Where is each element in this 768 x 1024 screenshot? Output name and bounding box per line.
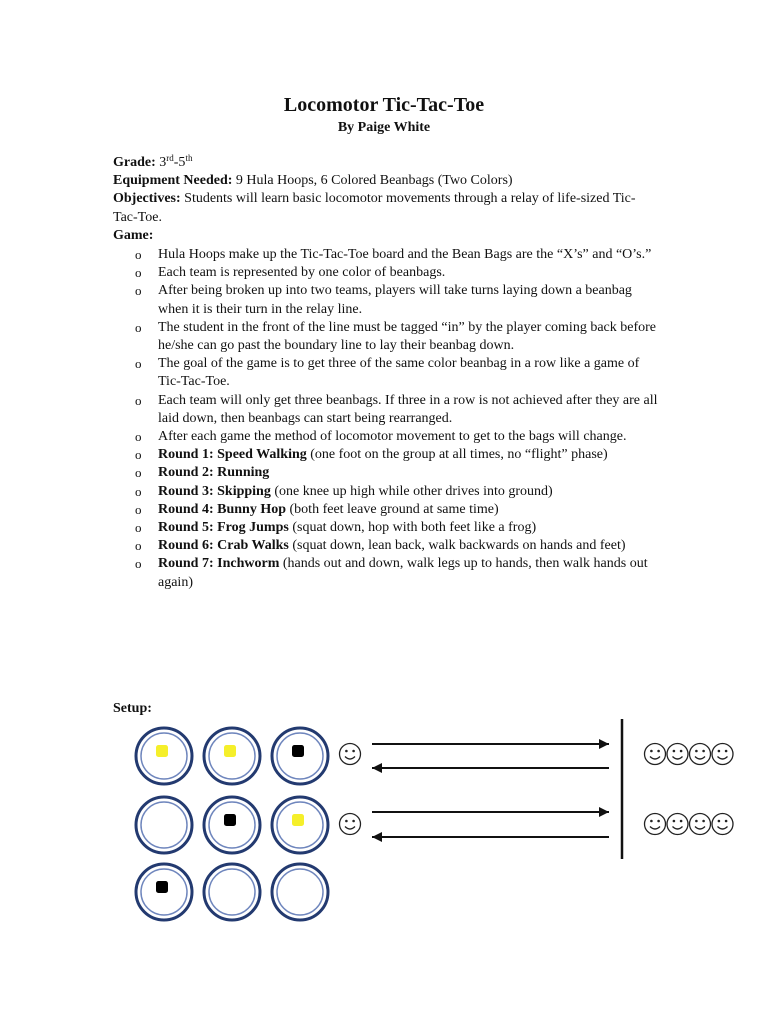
smiley-eye xyxy=(725,750,728,753)
smiley-eye xyxy=(345,750,348,753)
smiley-eye xyxy=(725,820,728,823)
smiley-icon xyxy=(645,744,666,765)
equipment-label: Equipment Needed: xyxy=(113,173,233,189)
arrow-icon xyxy=(372,739,609,749)
list-item-text: (one knee up high while other drives into ground) xyxy=(270,483,553,499)
list-item-text: The goal of the game is to get three of the same color beanbag in a row like a game of Tic-Tac-Toe. xyxy=(158,356,640,390)
smiley-face xyxy=(690,814,711,835)
smiley-eye xyxy=(673,820,676,823)
smiley-face xyxy=(690,744,711,765)
bullet-mark: o xyxy=(135,520,142,536)
list-item-bold: Round 6: Crab Walks xyxy=(158,538,289,554)
hoop-inner-ring xyxy=(141,802,187,848)
list-item-text: Each team is represented by one color of beanbags. xyxy=(158,265,446,281)
bullet-mark: o xyxy=(135,429,142,445)
bullet-mark: o xyxy=(135,283,142,299)
beanbag-yellow xyxy=(224,745,236,757)
arrow-icon xyxy=(372,807,609,817)
grade-end-sup: th xyxy=(185,153,193,163)
arrow-head xyxy=(372,763,382,773)
document-author: By Paige White xyxy=(337,120,431,135)
bullet-mark: o xyxy=(135,465,142,481)
grade-label: Grade: xyxy=(113,155,156,170)
arrow-head xyxy=(599,739,609,749)
beanbag-yellow xyxy=(292,814,304,826)
list-item-text: Hula Hoops make up the Tic-Tac-Toe board and the Bean Bags are the “X’s” and “O’s.” xyxy=(158,247,652,262)
smiley-face xyxy=(645,744,666,765)
smiley-face xyxy=(667,744,688,765)
list-item-text: (squat down, hop with both feet like a frog) xyxy=(288,520,537,536)
bullet-mark: o xyxy=(135,538,142,554)
smiley-icon xyxy=(690,814,711,835)
smiley-face xyxy=(712,814,733,835)
hula-hoop xyxy=(272,797,328,853)
bullet-mark: o xyxy=(135,247,142,262)
smiley-eye xyxy=(352,820,355,823)
smiley-face xyxy=(645,814,666,835)
arrow-icon xyxy=(372,832,609,842)
list-item-bold: Round 2: Running xyxy=(158,465,270,481)
smiley-eye xyxy=(718,820,721,823)
smiley-face xyxy=(667,814,688,835)
smiley-face xyxy=(712,744,733,765)
smiley-eye xyxy=(673,750,676,753)
bullet-mark: o xyxy=(135,501,142,517)
setup-label: Setup: xyxy=(113,701,152,716)
smiley-eye xyxy=(650,820,653,823)
list-item-text: The student in the front of the line must be tagged “in” by the player coming back before he/she can go past the boundary line to lay their beanbag down. xyxy=(158,319,657,354)
hula-hoop xyxy=(272,728,328,784)
smiley-face xyxy=(340,744,361,765)
smiley-eye xyxy=(702,750,705,753)
bullet-mark: o xyxy=(135,483,142,499)
list-item-text: Each team will only get three beanbags. If three in a row is not achieved after they are all laid down, then beanbags can start being rearranged. xyxy=(158,392,658,426)
smiley-eye xyxy=(657,750,660,753)
grade-start: 3 xyxy=(159,155,167,170)
hula-hoop xyxy=(204,864,260,920)
hula-hoop xyxy=(204,728,260,784)
grade-mid: -5 xyxy=(173,155,186,170)
smiley-icon xyxy=(645,814,666,835)
bullet-mark: o xyxy=(135,556,142,572)
bullet-mark: o xyxy=(135,319,142,335)
arrow-icon xyxy=(372,763,609,773)
list-item-text: (both feet leave ground at same time) xyxy=(286,501,499,517)
smiley-eye xyxy=(702,820,705,823)
smiley-icon xyxy=(712,814,733,835)
smiley-eye xyxy=(352,750,355,753)
list-item-bold: Round 7: Inchworm xyxy=(158,556,280,572)
smiley-eye xyxy=(695,820,698,823)
smiley-icon xyxy=(690,744,711,765)
objectives-label: Objectives: xyxy=(113,191,181,207)
smiley-eye xyxy=(650,750,653,753)
bullet-mark: o xyxy=(135,356,142,372)
list-item-text: After each game the method of locomotor movement to get to the bags will change. xyxy=(158,429,627,445)
hoop-inner-ring xyxy=(277,869,323,915)
list-item-bold: Round 4: Bunny Hop xyxy=(158,501,287,517)
list-item-text: (squat down, lean back, walk backwards on hands and feet) xyxy=(288,538,626,554)
arrow-head xyxy=(372,832,382,842)
list-item-text: (hands out and down, walk legs up to hands, then walk hands out again) xyxy=(158,556,648,590)
smiley-icon xyxy=(340,744,361,765)
bullet-mark: o xyxy=(135,447,142,463)
smiley-icon xyxy=(667,814,688,835)
smiley-eye xyxy=(345,820,348,823)
smiley-eye xyxy=(680,820,683,823)
smiley-icon xyxy=(340,814,361,835)
list-item-bold: Round 3: Skipping xyxy=(158,483,271,499)
list-item-bold: Round 5: Frog Jumps xyxy=(158,520,289,536)
smiley-eye xyxy=(695,750,698,753)
hula-hoop xyxy=(136,864,192,920)
hula-hoop xyxy=(136,728,192,784)
smiley-eye xyxy=(680,750,683,753)
hula-hoop xyxy=(272,864,328,920)
hula-hoop xyxy=(136,797,192,853)
beanbag-black xyxy=(156,881,168,893)
grade-start-sup: rd xyxy=(166,153,174,163)
list-item-text: (one foot on the group at all times, no “flight” phase) xyxy=(306,447,608,463)
document-title: Locomotor Tic-Tac-Toe xyxy=(283,94,485,116)
beanbag-yellow xyxy=(156,745,168,757)
bullet-mark: o xyxy=(135,392,142,408)
objectives-text: Students will learn basic locomotor movements through a relay of life-sized Tic-Tac-Toe. xyxy=(113,191,636,225)
smiley-icon xyxy=(667,744,688,765)
smiley-icon xyxy=(712,744,733,765)
list-item-bold: Round 1: Speed Walking xyxy=(158,447,307,463)
list-item-text: After being broken up into two teams, players will take turns laying down a beanbag when it is their turn in the relay line. xyxy=(158,283,632,317)
game-label: Game: xyxy=(113,227,154,243)
smiley-eye xyxy=(657,820,660,823)
bullet-mark: o xyxy=(135,265,142,281)
equipment-text: 9 Hula Hoops, 6 Colored Beanbags (Two Colors) xyxy=(232,173,513,189)
hula-hoop xyxy=(204,797,260,853)
arrow-head xyxy=(599,807,609,817)
beanbag-black xyxy=(292,745,304,757)
hoop-inner-ring xyxy=(209,869,255,915)
beanbag-black xyxy=(224,814,236,826)
smiley-face xyxy=(340,814,361,835)
smiley-eye xyxy=(718,750,721,753)
